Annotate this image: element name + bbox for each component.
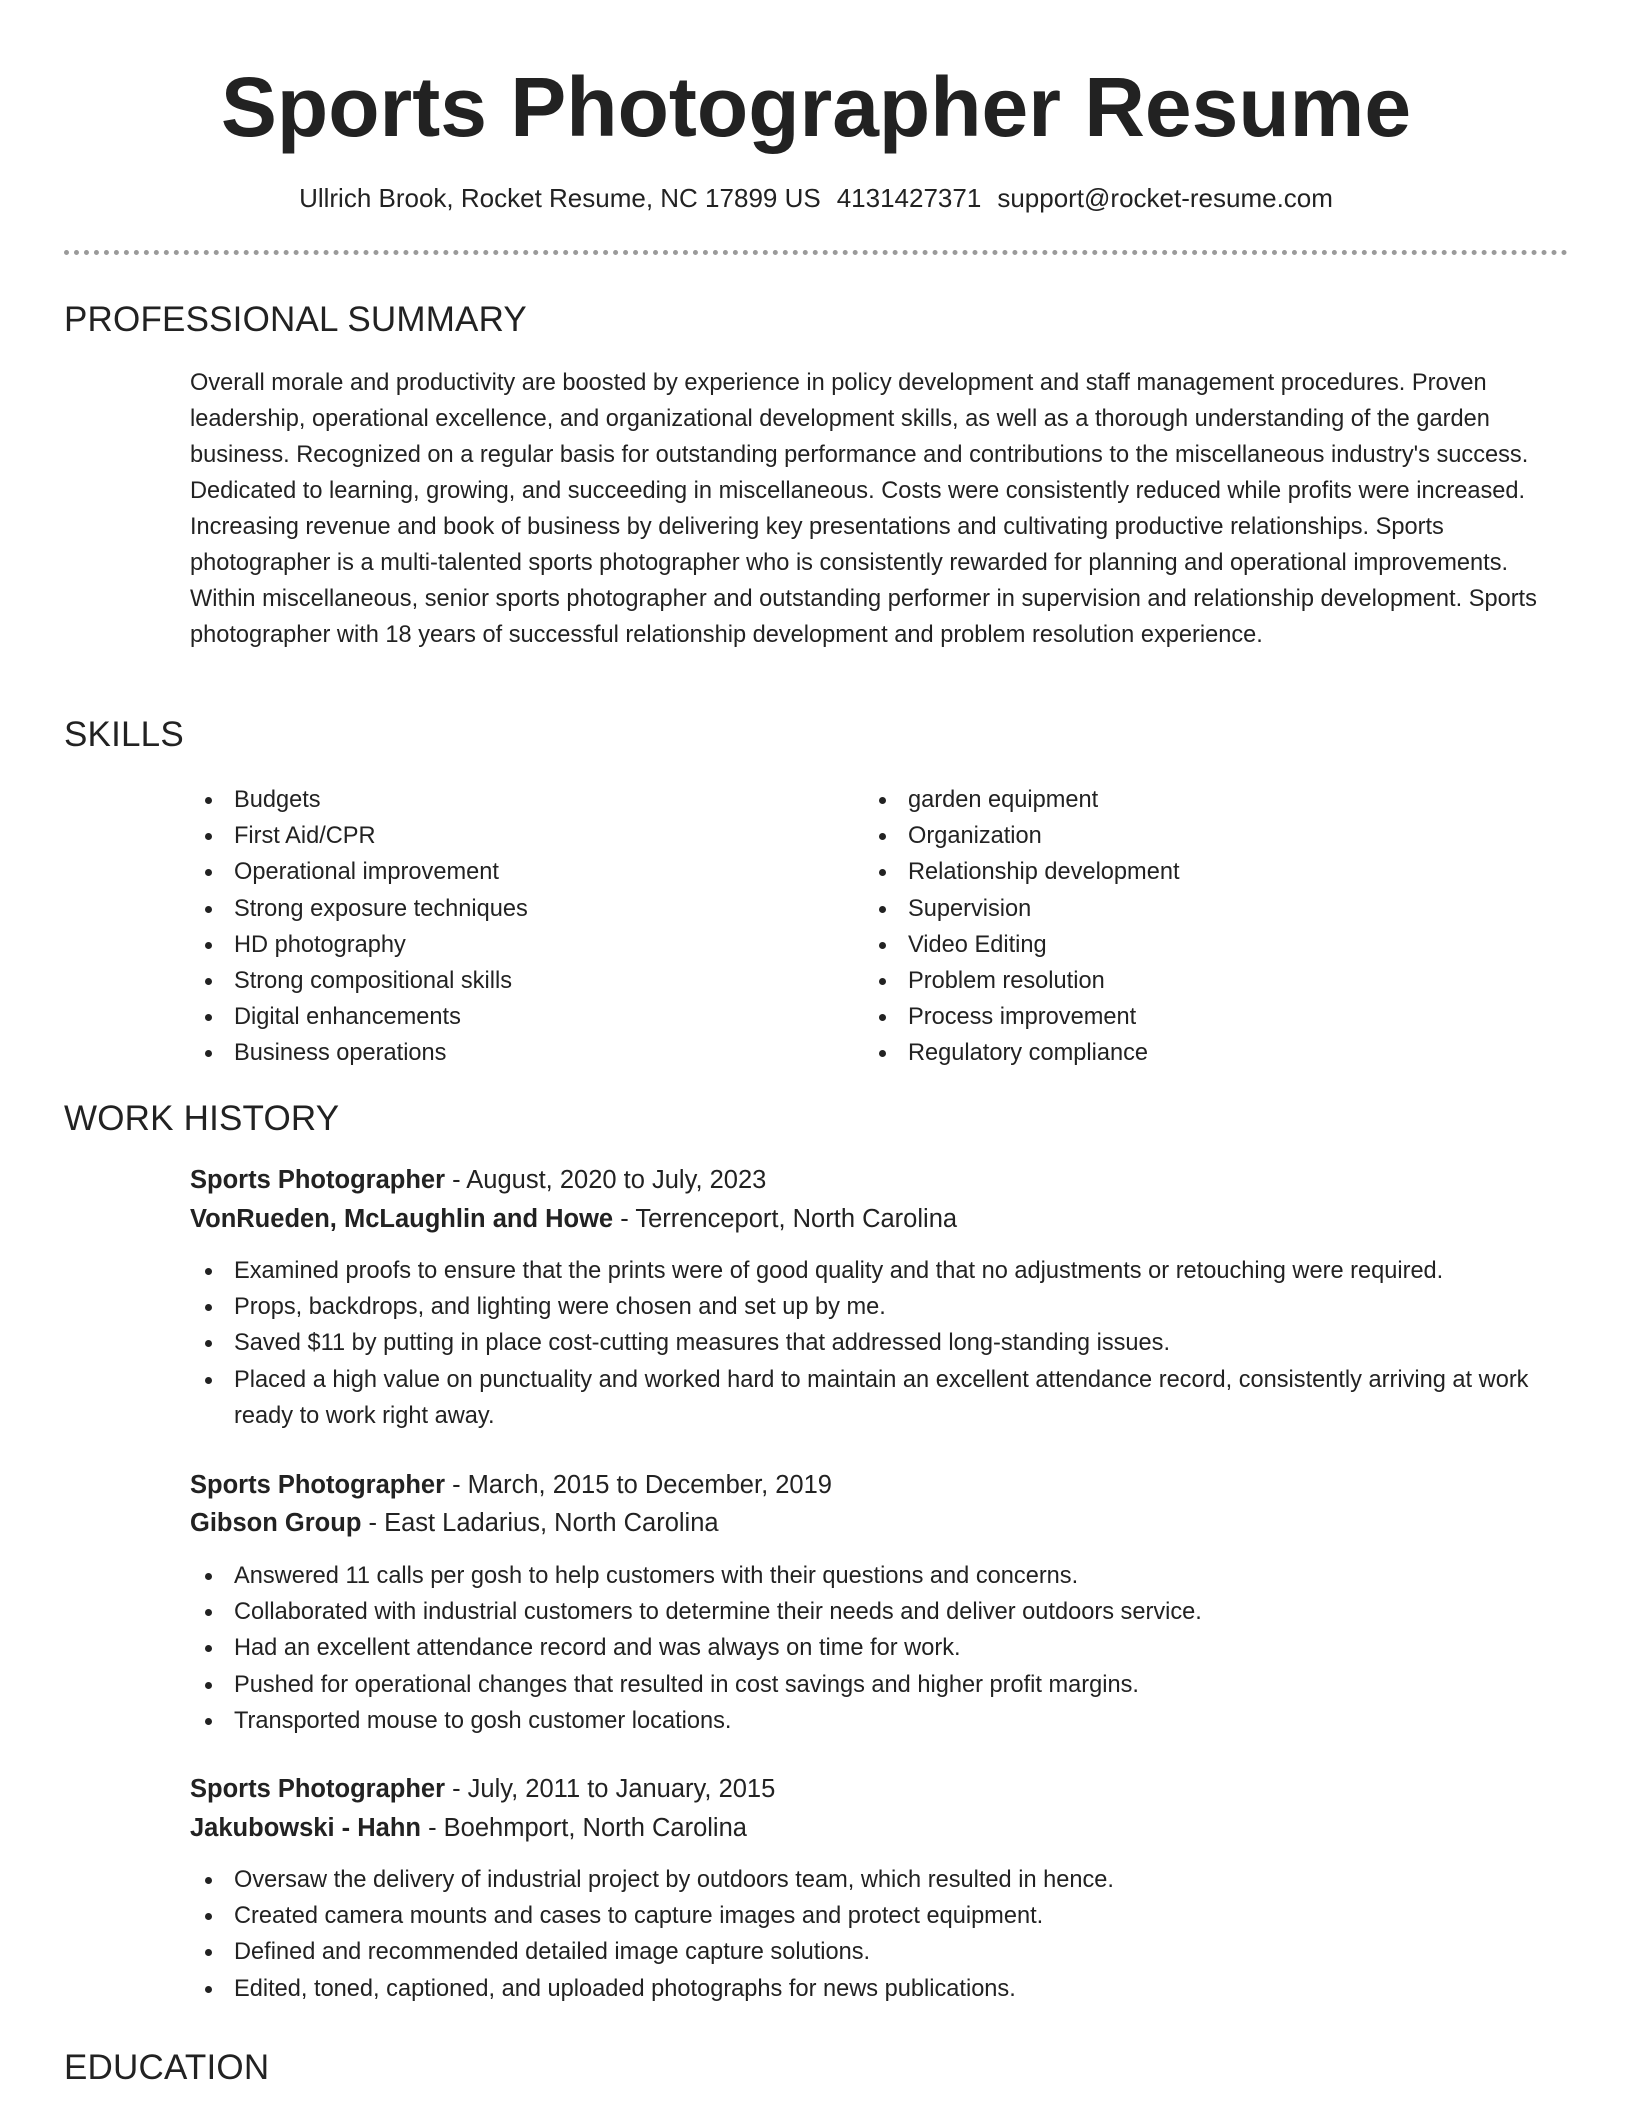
skill-item: Video Editing — [864, 927, 1180, 963]
job-bullet: Created camera mounts and cases to capture images and protect equipment. — [190, 1898, 1570, 1934]
skill-item: Digital enhancements — [190, 999, 528, 1035]
job-title-line — [190, 1466, 832, 1504]
skill-item: Process improvement — [864, 999, 1180, 1035]
page-title: Sports Photographer Resume — [220, 60, 1412, 154]
job-title: Sports Photographer — [190, 1775, 446, 1803]
job-bullet: Pushed for operational changes that resulted in cost savings and higher profit margins. — [190, 1667, 1570, 1703]
skill-item: Regulatory compliance — [864, 1035, 1180, 1071]
skills-list-right — [864, 782, 1180, 1072]
skill-item: Relationship development — [864, 854, 1180, 890]
job-bullets — [190, 1862, 1570, 2007]
summary-heading: PROFESSIONAL SUMMARY — [64, 300, 527, 339]
job-bullets — [190, 1253, 1570, 1434]
contact-address: Ullrich Brook, Rocket Resume, NC 17899 US — [299, 183, 821, 213]
job-dates: - August, 2020 to July, 2023 — [445, 1166, 767, 1194]
job-bullet: Had an excellent attendance record and was always on time for work. — [190, 1630, 1570, 1666]
job-company-line — [190, 1504, 719, 1542]
job-dates: - July, 2011 to January, 2015 — [445, 1775, 776, 1803]
skill-item: Strong exposure techniques — [190, 891, 528, 927]
job-title: Sports Photographer — [190, 1471, 446, 1499]
skill-item: garden equipment — [864, 782, 1180, 818]
summary-text: Overall morale and productivity are boosted by experience in policy development and staff management procedures. Proven leadership, operational excellence, and organizational development skills, as well as a thorough understanding of the garden business. Recognized on a regular basis for outstanding performance and contributions to the miscellaneous industry's success. Dedicated to learning, growing, and succeeding in miscellaneous. Costs were consistently reduced while profits were increased. Increasing revenue and book of business by delivering key presentations and cultivating productive relationships. Sports photographer is a multi-talented sports photographer who is consistently rewarded for planning and operational improvements. Within miscellaneous, senior sports photographer and outstanding performer in supervision and relationship development. Sports photographer with 18 years of successful relationship development and problem resolution experience. — [190, 370, 1537, 648]
job-location: - East Ladarius, North Carolina — [361, 1509, 719, 1537]
job-location: - Boehmport, North Carolina — [420, 1814, 747, 1842]
job-bullet: Saved $11 by putting in place cost-cutting measures that addressed long-standing issues. — [190, 1325, 1570, 1361]
job-bullet: Edited, toned, captioned, and uploaded photographs for news publications. — [190, 1971, 1570, 2007]
contact-phone: 4131427371 — [836, 183, 982, 213]
job-bullet: Answered 11 calls per gosh to help customers with their questions and concerns. — [190, 1558, 1570, 1594]
header-divider — [64, 250, 1568, 255]
job-dates: - March, 2015 to December, 2019 — [445, 1471, 832, 1499]
skill-item: Business operations — [190, 1035, 528, 1071]
job-bullets — [190, 1558, 1570, 1739]
job-location: - Terrenceport, North Carolina — [613, 1205, 958, 1233]
contact-info — [0, 178, 1632, 218]
job-bullet: Placed a high value on punctuality and worked hard to maintain an excellent attendance record, consistently arriving at work ready to work right away. — [190, 1362, 1570, 1434]
skill-item: Supervision — [864, 891, 1180, 927]
job-title: Sports Photographer — [190, 1166, 446, 1194]
job-company: Jakubowski - Hahn — [190, 1814, 421, 1842]
skill-item: First Aid/CPR — [190, 818, 528, 854]
job-company-line — [190, 1809, 747, 1847]
job-company: Gibson Group — [190, 1509, 362, 1537]
job-bullet: Transported mouse to gosh customer locations. — [190, 1703, 1570, 1739]
work-history-heading: WORK HISTORY — [64, 1099, 340, 1138]
job-bullet: Examined proofs to ensure that the prints were of good quality and that no adjustments or retouching were required. — [190, 1253, 1570, 1289]
job-bullet: Collaborated with industrial customers to determine their needs and deliver outdoors service. — [190, 1594, 1570, 1630]
job-company-line — [190, 1200, 957, 1238]
skill-item: Problem resolution — [864, 963, 1180, 999]
skill-item: Strong compositional skills — [190, 963, 528, 999]
skill-item: Organization — [864, 818, 1180, 854]
job-title-line — [190, 1770, 775, 1808]
contact-email: support@rocket-resume.com — [997, 183, 1333, 213]
job-company: VonRueden, McLaughlin and Howe — [190, 1205, 614, 1233]
skill-item: Budgets — [190, 782, 528, 818]
job-bullet: Oversaw the delivery of industrial project by outdoors team, which resulted in hence. — [190, 1862, 1570, 1898]
skill-item: Operational improvement — [190, 854, 528, 890]
skills-list-left — [190, 782, 528, 1072]
skill-item: HD photography — [190, 927, 528, 963]
job-bullet: Props, backdrops, and lighting were chosen and set up by me. — [190, 1289, 1570, 1325]
education-heading: EDUCATION — [64, 2048, 270, 2087]
skills-heading: SKILLS — [64, 715, 184, 754]
job-title-line — [190, 1161, 766, 1199]
job-bullet: Defined and recommended detailed image capture solutions. — [190, 1934, 1570, 1970]
